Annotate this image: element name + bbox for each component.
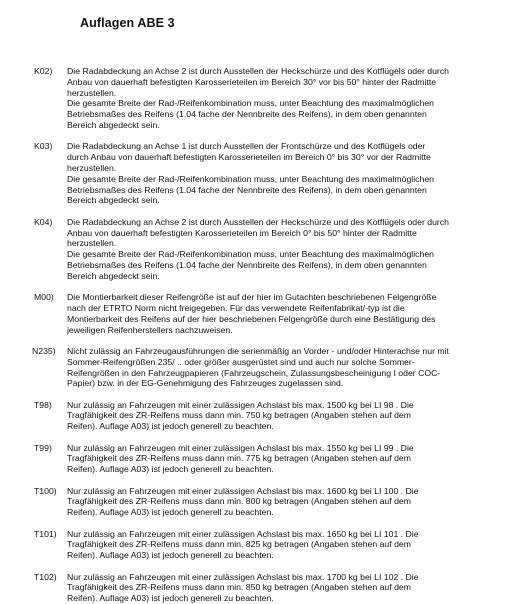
condition-entry-t98 — [0, 400, 516, 432]
condition-text: Die Montierbarkeit dieser Reifengröße ist auf der hier im Gutachten beschriebenen Felgengröße nach der ETRTO Norm nicht freigegeben. Für das verwendete Reifenfabrikat/-typ ist die Montierbarkeit des Reifens auf der hier beschriebenen Felgengröße durch eine Bestätigung des jeweiligen Reifenherstellers nachzuweisen. — [67, 292, 437, 335]
condition-code: T102) — [34, 571, 57, 582]
condition-code: T101) — [34, 528, 57, 539]
condition-code: T100) — [34, 485, 57, 496]
condition-entry-t101 — [0, 529, 516, 561]
condition-text: Die Radabdeckung an Achse 1 ist durch Ausstellen der Frontschürze und des Kotflügels oder durch Anbau von dauerhaft befestigten Karosserieteilen im Bereich 0° bis 30° vor der Radmitte herzustellen. Die gesamte Breite der Rad-/Reifenkombination muss, unter Beachtung des maximalmöglichen Betriebsmaßes des Reifens (1.04 fache der Nennbreite des Reifens), in dem oben genannten Bereich abgedeckt sein. — [67, 141, 434, 206]
condition-code: N235) — [32, 345, 56, 356]
condition-entry-t99 — [0, 443, 516, 475]
condition-entry-t100 — [0, 486, 516, 518]
condition-text: Nur zulässig an Fahrzeugen mit einer zulässigen Achslast bis max. 1700 kg bei LI 102 . Die Tragfähigkeit des ZR-Reifens muss dann min. 850 kg betragen (Angaben stehen auf dem Reifen). Auflage A03) ist jedoch generell zu beachten. — [67, 571, 419, 604]
condition-text: Nur zulässig an Fahrzeugen mit einer zulässigen Achslast bis max. 1650 kg bei LI 101 . Die Tragfähigkeit des ZR-Reifens muss dann min. 825 kg betragen (Angaben stehen auf dem Reifen). Auflage A03) ist jedoch generell zu beachten. — [67, 528, 419, 561]
condition-entry-k03 — [0, 141, 516, 206]
condition-text: Nur zulässig an Fahrzeugen mit einer zulässigen Achslast bis max. 1500 kg bei LI 98 . Die Tragfähigkeit des ZR-Reifens muss dann min. 750 kg betragen (Angaben stehen auf dem Reifen). Auflage A03) ist jedoch generell zu beachten. — [67, 399, 414, 432]
condition-text: Nicht zulässig an Fahrzeugausführungen die serienmäßig an Vorder - und/oder Hinterachse nur mit Sommer-Reifengrößen 235/ .. oder größer ausgerüstet sind und auch nur solche Sommer- Reifengrößen in den Fahrzeugpapieren (Fahrzeugschein, Zulassungsbescheinigung I oder COC- Papier) bzw. in der EG-Genehmigung des Fahrzeuges zugelassen sind. — [67, 345, 449, 389]
condition-code: M00) — [34, 292, 54, 303]
condition-code: K02) — [34, 66, 53, 76]
condition-entry-m00 — [0, 292, 516, 335]
condition-entry-n235 — [0, 346, 516, 389]
condition-code: K04) — [34, 216, 53, 227]
condition-text: Nur zulässig an Fahrzeugen mit einer zulässigen Achslast bis max. 1600 kg bei LI 100 . Die Tragfähigkeit des ZR-Reifens muss dann min. 800 kg betragen (Angaben stehen auf dem Reifen). Auflage A03) ist jedoch generell zu beachten. — [67, 485, 419, 518]
condition-entry-t102 — [0, 572, 516, 604]
condition-text: Nur zulässig an Fahrzeugen mit einer zulässigen Achslast bis max. 1550 kg bei LI 99 . Die Tragfähigkeit des ZR-Reifens muss dann min. 775 kg betragen (Angaben stehen auf dem Reifen). Auflage A03) ist jedoch generell zu beachten. — [67, 442, 414, 475]
condition-code: T99) — [34, 442, 52, 453]
condition-text: Die Radabdeckung an Achse 2 ist durch Ausstellen der Heckschürze und des Kotflügels oder durch Anbau von dauerhaft befestigten Karosserieteilen im Bereich 0° bis 50° hinter der Radmitte herzustellen. Die gesamte Breite der Rad-/Reifenkombination muss, unter Beachtung des maximalmöglichen Betriebsmaßes des Reifens (1.04 fache der Nennbreite des Reifens), in dem oben genannten Bereich abgedeckt sein. — [67, 216, 449, 281]
condition-entry-k02 — [0, 66, 516, 131]
condition-entry-k04 — [0, 217, 516, 282]
condition-code: T98) — [34, 399, 52, 410]
condition-code: K03) — [34, 141, 53, 152]
condition-text: Die Radabdeckung an Achse 2 ist durch Ausstellen der Heckschürze und des Kotflügels oder durch Anbau von dauerhaft befestigten Karosserieteilen im Bereich 30° vor bis 50° hinter der Radmitte herzustellen. Die gesamte Breite der Rad-/Reifenkombination muss, unter Beachtung des maximalmöglichen Betriebsmaßes des Reifens (1.04 fache der Nennbreite des Reifens), in dem oben genannten Bereich abgedeckt sein. — [67, 66, 449, 130]
conditions-list — [0, 66, 516, 604]
page-title: Auflagen ABE 3 — [80, 16, 175, 30]
